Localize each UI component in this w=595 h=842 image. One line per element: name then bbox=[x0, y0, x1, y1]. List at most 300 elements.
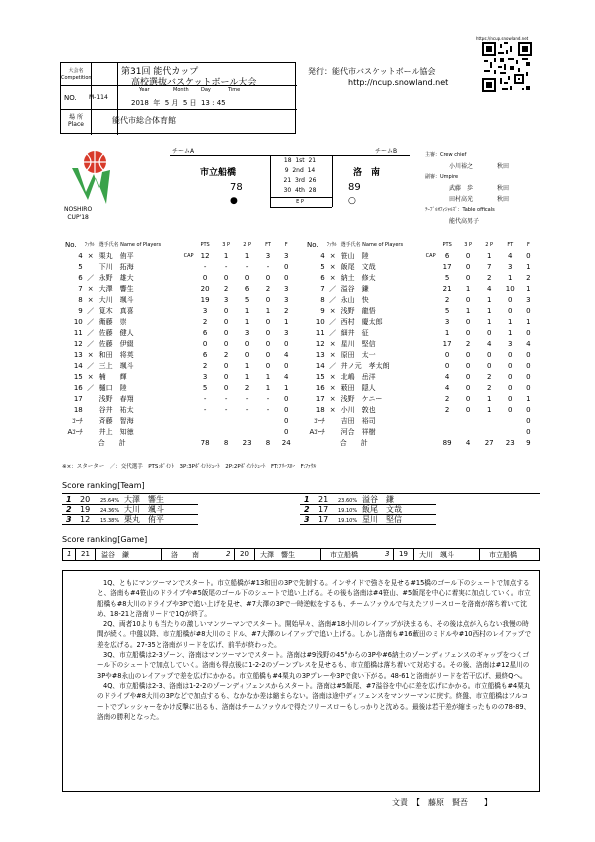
logo-caption bbox=[64, 206, 92, 222]
player-pts: 3 bbox=[202, 373, 208, 381]
publisher-name: 発行：能代市バスケットボール協会 bbox=[308, 67, 436, 76]
competition-title: 第31回 能代カップ bbox=[121, 67, 199, 77]
game-rank-points: 19 bbox=[399, 550, 408, 558]
player-3p bbox=[458, 427, 479, 438]
team-a-player-row bbox=[64, 295, 294, 306]
total-label: 合 計 bbox=[97, 439, 126, 447]
player-3p: 0 bbox=[223, 373, 229, 381]
team-a-stats-table bbox=[64, 240, 294, 449]
player-3p: 0 bbox=[465, 373, 471, 381]
total-pts: 89 bbox=[442, 439, 452, 447]
player-number: 12 bbox=[315, 340, 325, 348]
player-number: 4 bbox=[320, 252, 325, 260]
player-2p: 3 bbox=[244, 329, 250, 337]
team-a-player-row bbox=[64, 350, 294, 361]
player-2p: 1 bbox=[486, 406, 492, 414]
team-b-player-row bbox=[306, 295, 536, 306]
team-b-result-mark: ○ bbox=[348, 196, 356, 206]
player-ft: 10 bbox=[505, 285, 515, 293]
player-number: 10 bbox=[315, 318, 325, 326]
player-mark: ／ bbox=[87, 274, 95, 282]
player-3p: 0 bbox=[223, 362, 229, 370]
player-name bbox=[340, 416, 437, 427]
rank-percent: 23.60% bbox=[338, 498, 358, 504]
player-mark: ／ bbox=[329, 318, 337, 326]
player-mark: ／ bbox=[329, 296, 337, 304]
rank-points: 19 bbox=[80, 505, 91, 514]
team-a-col-header: ﾌｧｳﾙ bbox=[84, 242, 95, 248]
team-a-col-header: F bbox=[284, 242, 288, 248]
player-pts: - bbox=[203, 263, 207, 271]
player-mark: ／ bbox=[329, 285, 337, 293]
player-mark: ／ bbox=[87, 362, 95, 370]
player-name bbox=[98, 416, 195, 427]
player-2p: 1 bbox=[486, 252, 492, 260]
team-a-label: チームA bbox=[172, 148, 195, 155]
player-name-text: 原田 太一 bbox=[340, 351, 376, 359]
player-mark: ／ bbox=[87, 384, 95, 392]
team-b-total-row bbox=[306, 438, 536, 449]
player-ft: 0 bbox=[265, 362, 271, 370]
team-b-col-header: 選手氏名 Name of Players bbox=[340, 242, 404, 248]
player-name bbox=[340, 394, 437, 405]
player-ft: 1 bbox=[508, 274, 513, 282]
player-fouls: 0 bbox=[526, 384, 531, 392]
total-3p: 4 bbox=[465, 439, 471, 447]
player-2p: - bbox=[245, 263, 249, 271]
rank-percent: 19.10% bbox=[338, 518, 358, 524]
report-paragraph: 1Q、ともにマンツーマンでスタート。市立船橋が#13和田の3Pで先制する。インサイドで強さを見せる#15橋のゴール下のシュートで加点すると、洛南も#4笹山のドライブや#5飯尾のゴール下のシュートで追い上げる。その後も洛南は#4笹山、#5飯尾を中心に着実に加点していく。市立船橋も#8大川のドライブや3Pで追い上げを見せ、#7大澤の3Pで一時逆転をするも、チームファウルで与えたフリースローを洛南が落ち着いて沈め、18-21と洛南リードで1Qが終了。 bbox=[97, 579, 531, 618]
player-number: Aｺｰﾁ bbox=[309, 428, 325, 436]
ranking-entry bbox=[300, 505, 436, 515]
team-b-player-row bbox=[306, 306, 536, 317]
player-mark: × bbox=[87, 373, 94, 381]
player-ft: - bbox=[266, 263, 270, 271]
game-datetime: 2018 年 5 月 5 日 13 : 45 bbox=[131, 99, 226, 107]
player-2p: 0 bbox=[244, 340, 250, 348]
player-name-text: 納土 修太 bbox=[340, 274, 376, 282]
player-pts: 0 bbox=[444, 351, 450, 359]
player-ft: 0 bbox=[508, 395, 513, 403]
player-number: 18 bbox=[73, 406, 83, 414]
player-number: 17 bbox=[73, 395, 83, 403]
player-name bbox=[98, 295, 195, 306]
player-mark: ／ bbox=[87, 340, 95, 348]
time-label: Time bbox=[228, 87, 241, 93]
umpire-2: 田村高光 秋田 bbox=[449, 196, 510, 203]
player-number: 13 bbox=[73, 351, 83, 359]
noshiro-cup-logo bbox=[66, 148, 116, 210]
crew-chief-label: 主審：Crew chief bbox=[425, 152, 467, 158]
player-3p: 2 bbox=[465, 340, 471, 348]
player-number: 13 bbox=[315, 351, 325, 359]
player-name-text: 佐藤 健人 bbox=[98, 329, 134, 337]
team-a-player-row bbox=[64, 273, 294, 284]
player-mark: × bbox=[329, 307, 336, 315]
player-number: 6 bbox=[78, 274, 83, 282]
player-number: Aｺｰﾁ bbox=[67, 428, 83, 436]
team-a-player-row bbox=[64, 328, 294, 339]
player-name bbox=[98, 383, 195, 394]
month-label: Month bbox=[173, 87, 189, 93]
player-name-text: 浅野 ケニー bbox=[340, 395, 383, 403]
player-number: 6 bbox=[320, 274, 325, 282]
quarter-3: 21 3rd 26 bbox=[283, 177, 317, 184]
rank-percent: 19.10% bbox=[338, 508, 358, 514]
team-a-player-row bbox=[64, 251, 294, 262]
place-label-en: Place bbox=[68, 121, 84, 128]
player-mark bbox=[84, 427, 98, 438]
player-ft: 3 bbox=[265, 252, 271, 260]
player-pts: 12 bbox=[200, 252, 210, 260]
player-fouls: 0 bbox=[526, 417, 531, 425]
player-2p: 0 bbox=[244, 274, 250, 282]
player-pts bbox=[437, 416, 458, 427]
player-mark: ／ bbox=[329, 362, 337, 370]
team-b-col-header: ﾌｧｳﾙ bbox=[326, 242, 337, 248]
team-b-player-row bbox=[306, 262, 536, 273]
player-fouls: 1 bbox=[526, 318, 531, 326]
player-ft: 1 bbox=[508, 318, 513, 326]
player-number: 14 bbox=[315, 362, 325, 370]
team-b-player-row bbox=[306, 394, 536, 405]
player-fouls: 0 bbox=[526, 252, 531, 260]
player-number: 17 bbox=[315, 395, 325, 403]
player-2p: 1 bbox=[486, 318, 492, 326]
rank-percent: 15.38% bbox=[100, 518, 120, 524]
player-pts: 3 bbox=[202, 307, 208, 315]
team-b-player-row bbox=[306, 251, 536, 262]
player-name-text: 井上 知徳 bbox=[98, 428, 134, 436]
player-ft: 1 bbox=[265, 384, 271, 392]
game-rank-team: 市立船橋 bbox=[330, 551, 358, 559]
player-3p bbox=[216, 416, 237, 427]
player-fouls: 0 bbox=[526, 329, 531, 337]
player-name-text: 星川 堅信 bbox=[340, 340, 376, 348]
player-mark: × bbox=[87, 296, 94, 304]
player-3p: 0 bbox=[465, 296, 471, 304]
player-2p: 1 bbox=[244, 373, 250, 381]
player-mark: ／ bbox=[87, 318, 95, 326]
player-name-text: 永山 快 bbox=[340, 296, 369, 304]
rank-number: 3 bbox=[66, 515, 72, 524]
player-name-text: 西村 慶太郎 bbox=[340, 318, 383, 326]
rank-number: 1 bbox=[304, 495, 310, 504]
team-b-player-row bbox=[306, 273, 536, 284]
team-b-player-row bbox=[306, 405, 536, 416]
player-2p bbox=[479, 416, 500, 427]
rank-number: 1 bbox=[66, 495, 72, 504]
player-fouls: 0 bbox=[526, 351, 531, 359]
rank-percent: 24.36% bbox=[100, 508, 120, 514]
player-pts: 6 bbox=[202, 329, 208, 337]
table-officials-label: ﾃｰﾌﾞﾙｵﾌｨｼｬﾙｽﾞ：Table officals bbox=[425, 207, 495, 213]
rank-points: 17 bbox=[318, 515, 329, 524]
rank-points: 12 bbox=[80, 515, 91, 524]
player-mark: × bbox=[329, 263, 336, 271]
player-2p: 5 bbox=[244, 296, 250, 304]
team-b-player-row bbox=[306, 339, 536, 350]
player-name-text: 谷井 祐太 bbox=[98, 406, 134, 414]
umpire-1: 武藤 歩 秋田 bbox=[449, 185, 510, 192]
player-name-text: 井ノ元 孝太朗 bbox=[340, 362, 390, 370]
player-2p: 0 bbox=[486, 362, 492, 370]
player-fouls: 2 bbox=[526, 274, 531, 282]
total-fouls: 9 bbox=[526, 439, 531, 447]
player-name-text: 笹山 陸 bbox=[340, 252, 369, 260]
player-fouls: 3 bbox=[283, 329, 289, 337]
player-name bbox=[98, 328, 195, 339]
player-pts: 0 bbox=[202, 340, 208, 348]
total-label: 合 計 bbox=[339, 439, 368, 447]
crew-chief: 小川裕之 秋田 bbox=[449, 163, 510, 170]
player-name-text: 和田 将英 bbox=[98, 351, 134, 359]
ranking-team-a bbox=[62, 495, 262, 525]
player-2p: 0 bbox=[486, 351, 492, 359]
player-name bbox=[98, 394, 195, 405]
player-number: 8 bbox=[320, 296, 325, 304]
team-a-col-header: 2 P bbox=[243, 242, 251, 248]
captain-badge: CAP bbox=[183, 253, 194, 259]
player-pts: 4 bbox=[444, 384, 450, 392]
venue-name: 能代市総合体育館 bbox=[112, 116, 176, 125]
player-name bbox=[340, 350, 437, 361]
game-rank-points: 20 bbox=[240, 550, 249, 558]
player-name-text: 永野 雄大 bbox=[98, 274, 134, 282]
player-ft: 0 bbox=[508, 373, 513, 381]
player-pts: 5 bbox=[202, 384, 208, 392]
total-spacer bbox=[306, 438, 326, 449]
player-2p: 1 bbox=[244, 362, 250, 370]
player-mark: × bbox=[329, 351, 336, 359]
ranking-entry bbox=[300, 495, 436, 505]
team-a-player-row bbox=[64, 317, 294, 328]
game-rank-name: 大川 颯斗 bbox=[419, 551, 454, 559]
player-mark: × bbox=[329, 406, 336, 414]
ranking-game-row bbox=[62, 548, 540, 561]
player-2p: 2 bbox=[244, 384, 250, 392]
player-ft: 0 bbox=[265, 274, 271, 282]
player-mark: × bbox=[329, 340, 336, 348]
team-a-name: 市立船橋 bbox=[200, 168, 237, 178]
player-name bbox=[340, 262, 437, 273]
ranking-entry bbox=[300, 515, 436, 525]
score-panel bbox=[170, 150, 410, 222]
player-name-text: 斉藤 智海 bbox=[98, 417, 134, 425]
player-3p: 2 bbox=[223, 285, 229, 293]
competition-subtitle: 高校選抜バスケットボール大会 bbox=[131, 78, 257, 88]
player-ft: - bbox=[266, 406, 270, 414]
player-2p: 0 bbox=[486, 329, 492, 337]
player-fouls: 0 bbox=[526, 373, 531, 381]
player-name-text: 北嶋 岳洋 bbox=[340, 373, 376, 381]
player-ft: 0 bbox=[265, 329, 271, 337]
team-a-col-header: FT bbox=[265, 242, 271, 248]
player-name bbox=[340, 427, 437, 438]
player-pts: 21 bbox=[442, 285, 452, 293]
player-pts: 19 bbox=[200, 296, 210, 304]
player-3p: 0 bbox=[465, 351, 471, 359]
player-number: 10 bbox=[73, 318, 83, 326]
player-2p: 2 bbox=[486, 384, 492, 392]
player-ft: 0 bbox=[508, 296, 513, 304]
team-a-player-row bbox=[64, 383, 294, 394]
rank-name: 大澤 響生 bbox=[124, 495, 164, 504]
player-number: 9 bbox=[320, 307, 325, 315]
player-ft: 0 bbox=[265, 351, 271, 359]
player-mark: ／ bbox=[329, 329, 337, 337]
player-name bbox=[340, 405, 437, 416]
rank-number: 2 bbox=[304, 505, 310, 514]
team-a-player-row bbox=[64, 427, 294, 438]
player-3p: 1 bbox=[465, 307, 471, 315]
table-official: 能代高男子 bbox=[449, 218, 480, 225]
team-a-player-row bbox=[64, 361, 294, 372]
logo-caption-text: NOSHIRO CUP'18 bbox=[64, 206, 93, 221]
team-a-header-row bbox=[64, 240, 294, 251]
player-3p: 0 bbox=[223, 307, 229, 315]
ranking-entry bbox=[62, 505, 198, 515]
player-name bbox=[98, 350, 195, 361]
player-name bbox=[98, 262, 195, 273]
player-fouls: 1 bbox=[526, 285, 531, 293]
player-2p bbox=[479, 427, 500, 438]
player-number: 18 bbox=[315, 406, 325, 414]
rank-name: 栗丸 侑平 bbox=[124, 515, 164, 524]
player-number: ｺｰﾁ bbox=[72, 417, 83, 425]
report-paragraph: 2Q、両者10よりも当たりの激しいマンツーマンでスタート。開始早々、洛南#18小川のレイアップが決まるも、その後は点が入らない我慢の時間が続く。中盤以降、市立船橋が#8大川のミドル、#7大澤のレイアップで追い上げる。しかし洛南も#16藪田のミドルや#10西村のレイアップで差を広げる。27-35と洛南がリードを広げ、前半が終わった。 bbox=[97, 620, 532, 649]
player-ft: 4 bbox=[508, 252, 513, 260]
player-pts bbox=[195, 427, 216, 438]
player-2p: 1 bbox=[486, 296, 492, 304]
player-3p bbox=[458, 416, 479, 427]
player-3p: 0 bbox=[465, 329, 471, 337]
player-pts: 4 bbox=[444, 373, 450, 381]
player-fouls: 0 bbox=[526, 428, 531, 436]
player-pts: 2 bbox=[444, 296, 450, 304]
player-name-text: 細井 征 bbox=[340, 329, 369, 337]
team-b-player-row bbox=[306, 317, 536, 328]
player-ft: 3 bbox=[508, 340, 513, 348]
player-mark bbox=[326, 416, 340, 427]
rank-points: 21 bbox=[318, 495, 329, 504]
player-pts: 2 bbox=[444, 406, 450, 414]
player-name bbox=[340, 339, 437, 350]
ranking-team-title: Score ranking[Team] bbox=[62, 481, 145, 490]
player-number: 7 bbox=[78, 285, 83, 293]
player-number: 11 bbox=[315, 329, 325, 337]
player-fouls: 1 bbox=[526, 395, 531, 403]
game-rank-divider bbox=[254, 549, 255, 560]
game-rank-number: 2 bbox=[226, 550, 231, 558]
player-name bbox=[340, 328, 437, 339]
player-name bbox=[340, 317, 437, 328]
game-number: M-114 bbox=[89, 94, 108, 101]
player-fouls: 1 bbox=[283, 384, 289, 392]
player-number: 15 bbox=[315, 373, 325, 381]
player-name bbox=[98, 427, 195, 438]
player-3p: 1 bbox=[223, 252, 229, 260]
player-ft: 0 bbox=[508, 351, 513, 359]
player-mark: × bbox=[329, 395, 336, 403]
player-pts: - bbox=[203, 395, 207, 403]
game-rank-name: 大澤 響生 bbox=[260, 551, 295, 559]
player-number: 7 bbox=[320, 285, 325, 293]
rank-points: 20 bbox=[80, 495, 91, 504]
player-ft: 1 bbox=[508, 329, 513, 337]
player-3p: 0 bbox=[223, 318, 229, 326]
player-mark bbox=[326, 427, 340, 438]
rank-percent: 25.64% bbox=[100, 498, 120, 504]
player-name-text: 薮田 隠人 bbox=[340, 384, 376, 392]
player-pts: 0 bbox=[202, 274, 208, 282]
player-name bbox=[340, 372, 437, 383]
team-b-player-row bbox=[306, 350, 536, 361]
player-2p: 6 bbox=[244, 285, 250, 293]
rank-name: 溢谷 鎌 bbox=[362, 495, 394, 504]
player-ft: 0 bbox=[508, 307, 513, 315]
player-ft bbox=[258, 427, 279, 438]
player-name-text: 飯尾 文哉 bbox=[340, 263, 376, 271]
player-fouls: 0 bbox=[283, 417, 289, 425]
total-pts: 78 bbox=[200, 439, 210, 447]
player-name bbox=[98, 361, 195, 372]
player-name bbox=[98, 339, 195, 350]
publisher-url[interactable]: http://ncup.snowland.net bbox=[348, 78, 449, 87]
player-ft: - bbox=[266, 395, 270, 403]
player-fouls: 4 bbox=[526, 340, 531, 348]
qr-code-icon[interactable] bbox=[482, 42, 532, 92]
team-b-col-header: FT bbox=[507, 242, 514, 248]
player-number: 14 bbox=[73, 362, 83, 370]
competition-label: 大会名 bbox=[68, 68, 84, 74]
player-pts bbox=[195, 416, 216, 427]
player-mark: ／ bbox=[87, 329, 95, 337]
player-3p: 0 bbox=[223, 329, 229, 337]
player-ft: 3 bbox=[508, 263, 513, 271]
officials-block bbox=[425, 150, 509, 227]
place-label: 場 所 bbox=[69, 114, 83, 121]
team-b-player-row bbox=[306, 284, 536, 295]
player-pts: 6 bbox=[444, 252, 450, 260]
player-2p: 2 bbox=[486, 373, 492, 381]
game-rank-divider bbox=[393, 549, 394, 560]
team-b-player-row bbox=[306, 328, 536, 339]
player-ft: 0 bbox=[508, 384, 513, 392]
competition-label-en: Competition bbox=[61, 75, 92, 81]
player-name-text: 小川 敦也 bbox=[340, 406, 376, 414]
total-spacer bbox=[64, 438, 84, 449]
player-name-text: 大川 颯斗 bbox=[98, 296, 134, 304]
game-rank-points: 21 bbox=[81, 550, 90, 558]
player-name bbox=[98, 251, 195, 262]
player-3p: 0 bbox=[223, 384, 229, 392]
team-a-player-row bbox=[64, 372, 294, 383]
player-3p: - bbox=[224, 406, 228, 414]
player-pts: 20 bbox=[200, 285, 210, 293]
player-fouls: 0 bbox=[526, 307, 531, 315]
game-rank-divider bbox=[413, 549, 414, 560]
team-a-player-row bbox=[64, 306, 294, 317]
player-3p: 0 bbox=[223, 340, 229, 348]
player-2p: 1 bbox=[486, 307, 492, 315]
team-b-player-row bbox=[306, 361, 536, 372]
rank-name: 飯尾 文哉 bbox=[362, 505, 402, 514]
player-fouls: 4 bbox=[283, 373, 289, 381]
player-2p: 0 bbox=[244, 351, 250, 359]
player-number: 16 bbox=[73, 384, 83, 392]
player-ft: 2 bbox=[265, 285, 271, 293]
